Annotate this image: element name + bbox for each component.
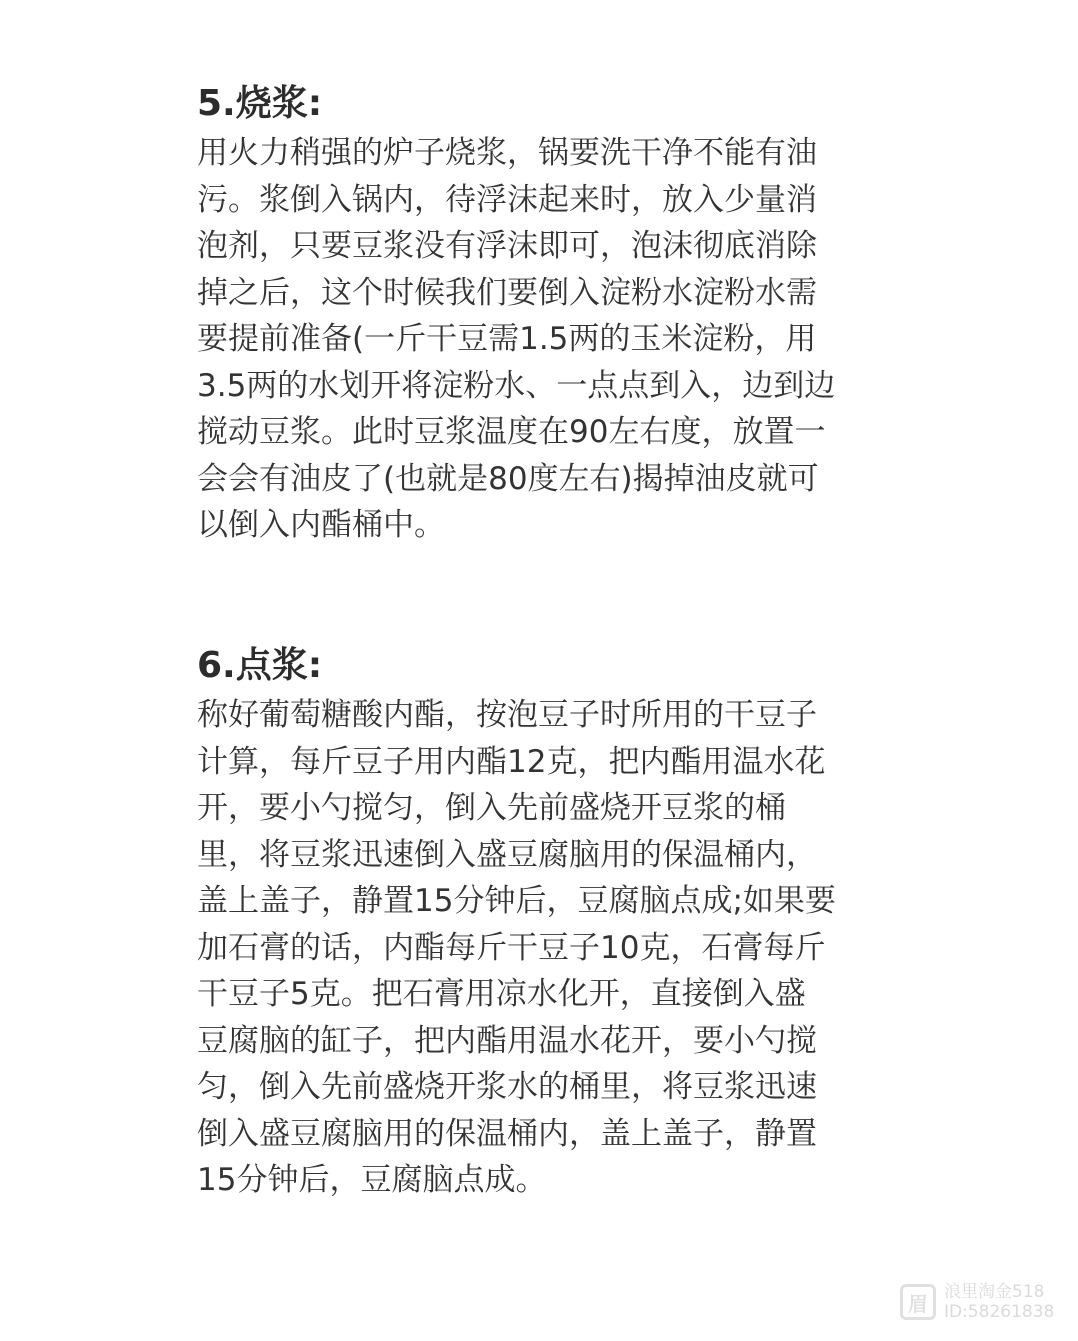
paragraph-line: 15分钟后，豆腐脑点成。 bbox=[197, 1162, 547, 1198]
paragraph-line: 倒入盛豆腐脑用的保温桶内，盖上盖子，静置 bbox=[197, 1115, 817, 1152]
paragraph-line: 掉之后，这个时候我们要倒入淀粉水淀粉水需 bbox=[197, 274, 817, 311]
paragraph-line: 豆腐脑的缸子，把内酯用温水花开，要小勺搅 bbox=[197, 1022, 817, 1059]
section-heading: 5.烧浆: bbox=[197, 83, 323, 124]
section-6 bbox=[197, 640, 887, 1204]
watermark bbox=[900, 1282, 1054, 1322]
section-5 bbox=[197, 78, 887, 549]
paragraph-line: 开，要小勺搅匀，倒入先前盛烧开豆浆的桶 bbox=[197, 790, 786, 826]
paragraph-line: 称好葡萄糖酸内酯，按泡豆子时所用的干豆子 bbox=[197, 697, 817, 733]
paragraph-line: 计算，每斤豆子用内酯12克，把内酯用温水花 bbox=[197, 743, 826, 780]
paragraph-line: 盖上盖子，静置15分钟后，豆腐脑点成;如果要 bbox=[197, 883, 836, 919]
paragraph-line: 污。浆倒入锅内，待浮沫起来时，放入少量消 bbox=[197, 181, 817, 218]
paragraph-line: 会会有油皮了(也就是80度左右)揭掉油皮就可 bbox=[197, 460, 819, 497]
watermark-id: ID:58261838 bbox=[944, 1302, 1055, 1322]
paragraph-line: 匀，倒入先前盛烧开浆水的桶里，将豆浆迅速 bbox=[197, 1069, 817, 1105]
watermark-name: 浪里淘金518 bbox=[944, 1282, 1045, 1302]
section-heading: 6.点浆: bbox=[197, 645, 323, 686]
paragraph-line: 加石膏的话，内酯每斤干豆子10克，石膏每斤 bbox=[197, 929, 826, 966]
paragraph-line: 要提前准备(一斤干豆需1.5两的玉米淀粉，用 bbox=[197, 321, 817, 357]
paragraph-line: 用火力稍强的炉子烧浆，锅要洗干净不能有油 bbox=[197, 135, 817, 171]
paragraph-line: 搅动豆浆。此时豆浆温度在90左右度，放置一 bbox=[197, 414, 826, 450]
paragraph-line: 泡剂，只要豆浆没有浮沫即可，泡沫彻底消除 bbox=[197, 228, 817, 264]
paragraph-line: 以倒入内酯桶中。 bbox=[197, 507, 445, 543]
paragraph-line: 里，将豆浆迅速倒入盛豆腐脑用的保温桶内， bbox=[197, 836, 817, 873]
paragraph-line: 干豆子5克。把石膏用凉水化开，直接倒入盛 bbox=[197, 976, 806, 1012]
toutiao-logo-icon: 眉 bbox=[900, 1284, 936, 1320]
paragraph-line: 3.5两的水划开将淀粉水、一点点到入，边到边 bbox=[197, 367, 836, 404]
